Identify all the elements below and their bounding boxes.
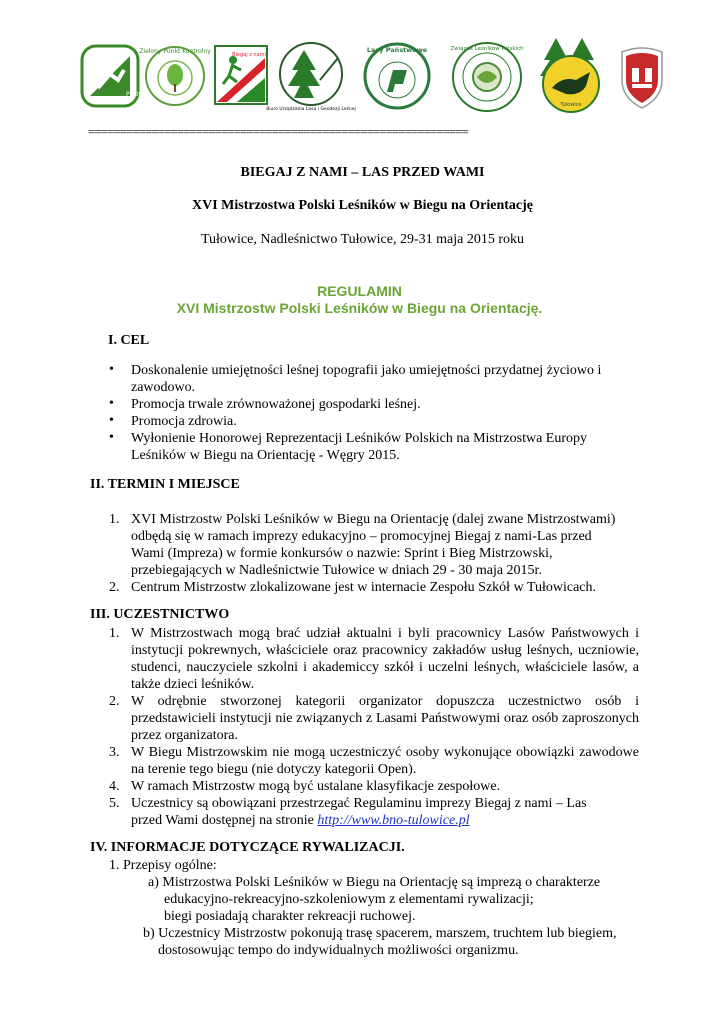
logo-strip: [78, 36, 653, 122]
biuro-urzadzania-lasu-logo: [266, 40, 356, 112]
section-heading-uczestnictwo: III. UCZESTNICTWO: [90, 607, 230, 622]
logo-text: Związek Leśników Polskich: [450, 46, 524, 52]
event-title: XVI Mistrzostwa Polski Leśników w Biegu na Orientację: [191, 198, 534, 213]
section-heading-informacje: IV. INFORMACJE DOTYCZĄCE RYWALIZACJI.: [90, 840, 405, 855]
logo-text: PZOS: [126, 91, 143, 98]
tulowice-logo: [536, 36, 606, 118]
sub-item-a: a) Mistrzostwa Polski Leśników w Biegu na Orientację są imprezą o charakterze edukacyjno-rekreacyjno-szkoleniowym z elementami rywalizacji; biegi posiadają charakter rekreacji ruchowej.: [148, 875, 601, 924]
logo-text: Tułowice: [560, 102, 582, 108]
orienteering-logo: [80, 44, 143, 108]
logo-text: Biegaj z nami: [232, 52, 266, 58]
zielony-punkt-logo: [139, 42, 211, 110]
lasy-panstwowe-logo: [363, 36, 431, 116]
zwiazek-lesnikow-logo: [450, 40, 524, 114]
regulamin-subtitle: XVI Mistrzostw Polski Leśników w Biegu na Orientację.: [176, 300, 543, 316]
website-link[interactable]: http://www.bno-tulowice.pl: [317, 813, 470, 828]
logo-text: Zielony Punkt Kontrolny: [139, 48, 211, 55]
logo-text: Biuro Urządzania Lasu i Geodezji Leśnej: [266, 107, 356, 112]
regulamin-title: REGULAMIN: [317, 283, 402, 299]
separator-line: ============================================================: [88, 124, 468, 139]
bullet-icon: •: [109, 362, 114, 377]
logo-text: Lasy Państwowe: [366, 46, 428, 54]
slogan: BIEGAJ Z NAMI – LAS PRZED WAMI: [240, 165, 485, 180]
section-heading-termin: II. TERMIN I MIEJSCE: [90, 477, 240, 492]
place-date: Tułowice, Nadleśnictwo Tułowice, 29-31 maja 2015 roku: [200, 232, 524, 247]
coat-of-arms-logo: [618, 46, 666, 110]
section-heading-cel: I. CEL: [108, 333, 150, 348]
bullet-icon: •: [109, 413, 114, 428]
bullet-icon: •: [109, 430, 114, 445]
bullet-icon: •: [109, 396, 114, 411]
list-item: 1. Przepisy ogólne:: [109, 858, 217, 873]
biegaj-z-nami-logo: [213, 44, 269, 106]
sub-item-b: b) Uczestnicy Mistrzostw pokonują trasę spacerem, marszem, truchtem lub biegiem, dostosowując tempo do indywidualnych możliwości organizmu.: [143, 926, 617, 958]
